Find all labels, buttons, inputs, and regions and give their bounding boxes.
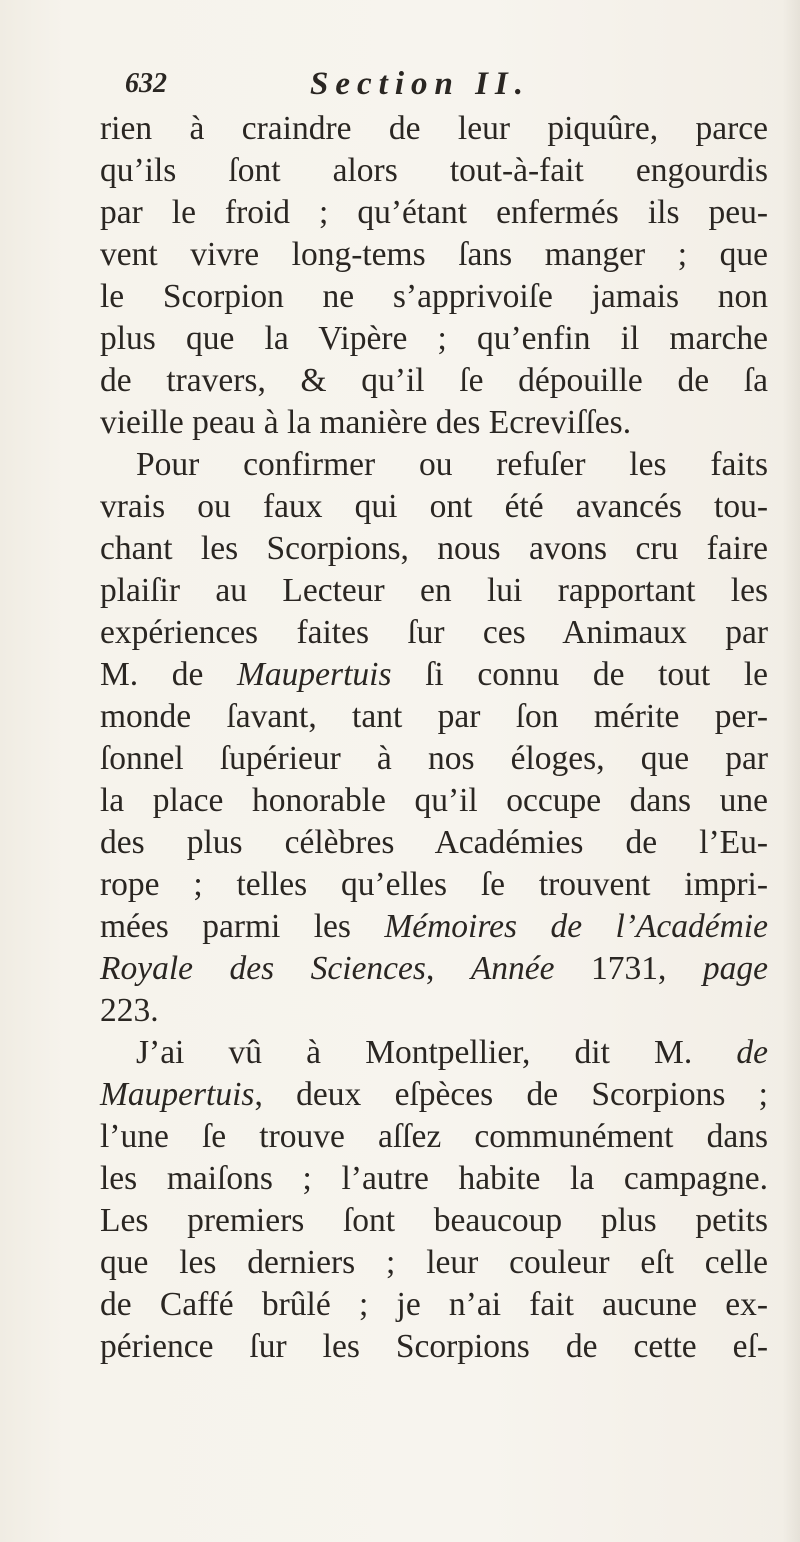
running-head: Section II. [310, 66, 531, 102]
text-line [100, 1032, 768, 1074]
text-line [100, 654, 768, 696]
text-line [100, 780, 768, 822]
text-line [100, 1074, 768, 1116]
italic-text-segment: Maupertuis [100, 1076, 255, 1113]
text-segment: , [425, 950, 471, 987]
page-number: 632 [125, 68, 167, 99]
italic-text-segment: page [702, 950, 769, 987]
text-segment: les maiſons ; l’autre habite la campagne. [100, 1160, 768, 1197]
text-line [100, 1200, 768, 1242]
text-segment: vrais ou faux qui ont été avancés tou- [100, 488, 768, 525]
text-line [100, 948, 768, 990]
text-line [100, 150, 768, 192]
text-line [100, 360, 768, 402]
text-segment: de Caffé brûlé ; je n’ai fait aucune ex- [100, 1286, 768, 1323]
text-line [100, 864, 768, 906]
text-line [100, 318, 768, 360]
text-segment: 223. [100, 992, 159, 1029]
text-segment: mées parmi les [100, 908, 385, 945]
text-segment: le Scorpion ne s’apprivoiſe jamais non [100, 278, 768, 315]
text-segment: plaiſir au Lecteur en lui rapportant les [100, 572, 768, 609]
text-segment: l’une ſe trouve aſſez communément dans [100, 1118, 768, 1155]
text-line [100, 192, 768, 234]
page-edge-shadow [782, 0, 800, 1542]
text-segment: chant les Scorpions, nous avons cru faire [100, 530, 768, 567]
text-line [100, 1326, 768, 1368]
italic-text-segment: Maupertuis [237, 656, 392, 693]
text-segment: expériences faites ſur ces Animaux par [100, 614, 768, 651]
text-segment: , deux eſpèces de Scorpions ; [254, 1076, 768, 1113]
text-segment: vieille peau à la manière des Ecreviſſes. [100, 404, 632, 441]
text-segment: Pour confirmer ou refuſer les faits [136, 446, 768, 483]
text-line [100, 612, 768, 654]
text-line [100, 444, 768, 486]
text-line [100, 570, 768, 612]
page-header [125, 68, 645, 108]
italic-text-segment: de [736, 1034, 768, 1071]
text-line [100, 234, 768, 276]
text-line [100, 906, 768, 948]
text-segment: périence ſur les Scorpions de cette eſ- [100, 1328, 768, 1365]
text-segment: rien à craindre de leur piquûre, parce [100, 110, 768, 147]
text-line [100, 486, 768, 528]
italic-text-segment: Mémoires de l’Académie [384, 908, 768, 945]
text-segment: 1731, [554, 950, 703, 987]
text-segment: ſonnel ſupérieur à nos éloges, que par [100, 740, 768, 777]
text-segment: par le froid ; qu’étant enfermés ils peu- [100, 194, 768, 231]
text-line [100, 696, 768, 738]
text-segment: Les premiers ſont beaucoup plus petits [100, 1202, 768, 1239]
text-line [100, 276, 768, 318]
text-segment: ſi connu de tout le [391, 656, 768, 693]
text-segment: M. de [100, 656, 238, 693]
text-line [100, 1242, 768, 1284]
text-segment: plus que la Vipère ; qu’enfin il marche [100, 320, 768, 357]
text-segment: J’ai vû à Montpellier, dit M. [136, 1034, 737, 1071]
text-segment: rope ; telles qu’elles ſe trouvent impri- [100, 866, 768, 903]
text-line [100, 1284, 768, 1326]
italic-text-segment: Année [470, 950, 555, 987]
text-line [100, 108, 768, 150]
body-text [100, 108, 768, 1368]
text-line [100, 1158, 768, 1200]
text-line [100, 1116, 768, 1158]
text-line [100, 738, 768, 780]
text-segment: que les derniers ; leur couleur eſt celle [100, 1244, 768, 1281]
italic-text-segment: Royale des Sciences [100, 950, 426, 987]
text-line [100, 402, 768, 444]
text-segment: de travers, & qu’il ſe dépouille de ſa [100, 362, 768, 399]
text-line [100, 822, 768, 864]
text-line [100, 990, 768, 1032]
text-segment: qu’ils ſont alors tout-à-fait engourdis [100, 152, 768, 189]
text-segment: la place honorable qu’il occupe dans une [100, 782, 768, 819]
text-segment: des plus célèbres Académies de l’Eu- [100, 824, 768, 861]
text-line [100, 528, 768, 570]
text-segment: monde ſavant, tant par ſon mérite per- [100, 698, 768, 735]
text-segment: vent vivre long-tems ſans manger ; que [100, 236, 768, 273]
